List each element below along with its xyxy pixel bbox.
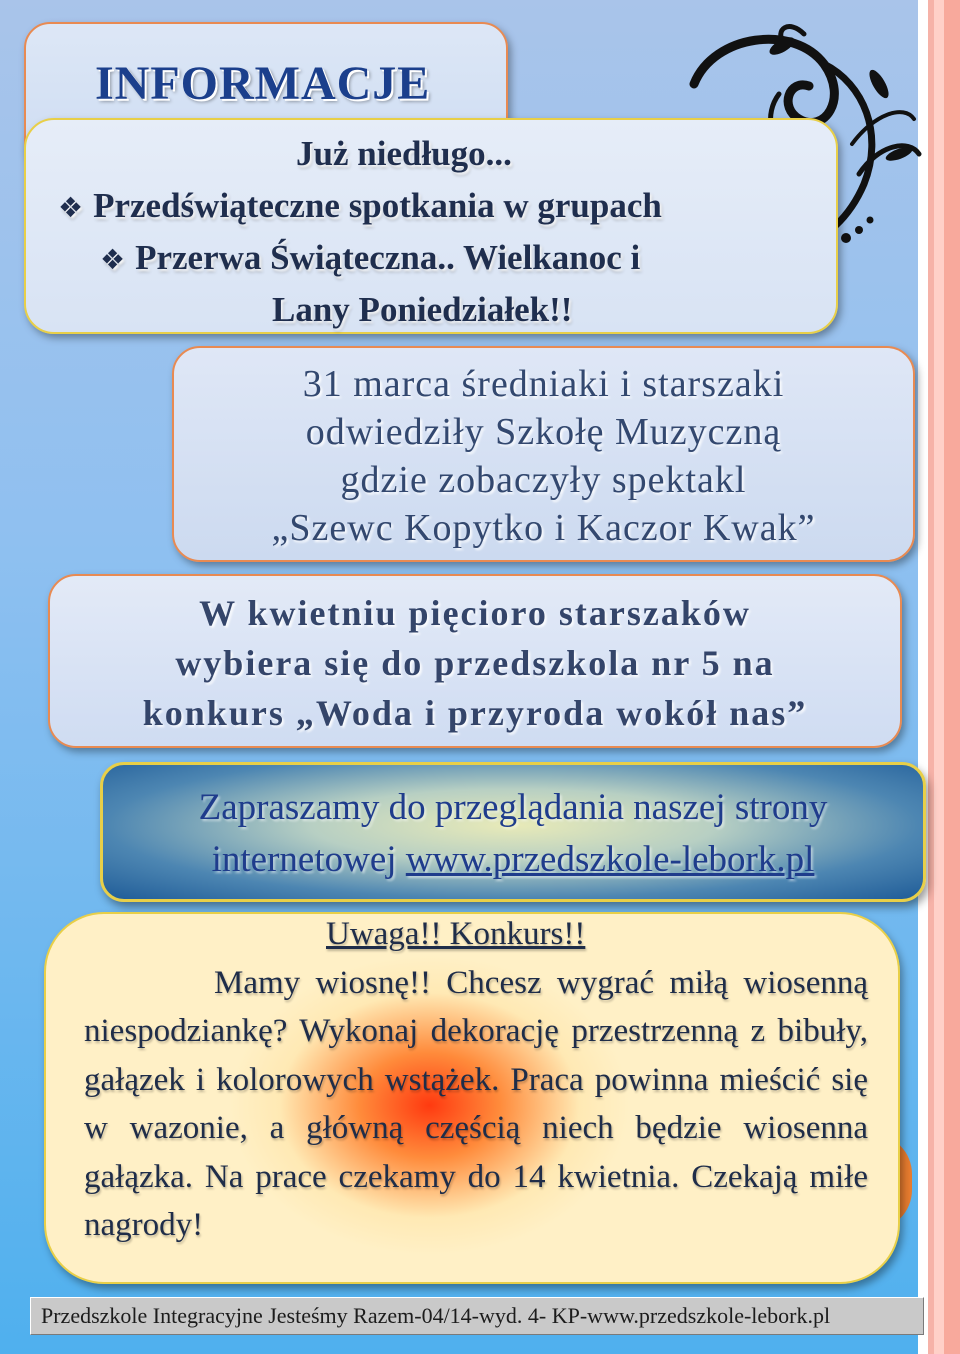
border-stripe-light-pink xyxy=(934,0,944,1354)
footer-bar: Przedszkole Integracyjne Jesteśmy Razem-04/14-wyd. 4- KP-www.przedszkole-lebork.pl xyxy=(30,1297,924,1335)
april-line: wybiera się do przedszkola nr 5 na xyxy=(175,643,775,683)
diamond-bullet-icon: ❖ xyxy=(58,191,84,224)
website-invite-text xyxy=(100,782,926,886)
announcement-item-text: Przerwa Świąteczna.. Wielkanoc i xyxy=(135,238,641,277)
announcement-item xyxy=(100,238,640,278)
april-line: W kwietniu pięcioro starszaków xyxy=(199,593,751,633)
announcement-item xyxy=(58,186,662,226)
diamond-bullet-icon: ❖ xyxy=(100,243,126,276)
contest-text xyxy=(84,910,868,1250)
april-competition-text xyxy=(48,588,902,738)
announcement-item-text: Przedświąteczne spotkania w grupach xyxy=(93,186,662,225)
announcement-heading: Już niedługo... xyxy=(296,134,512,173)
border-stripe-salmon xyxy=(944,0,960,1354)
page-title: INFORMACJE xyxy=(95,57,431,110)
announcement-continuation: Lany Poniedziałek!! xyxy=(272,290,573,329)
music-school-text xyxy=(172,360,915,552)
music-line: 31 marca średniaki i starszaki xyxy=(302,363,785,405)
music-line: gdzie zobaczyły spektakl xyxy=(340,459,747,501)
website-line: Zapraszamy do przeglądania naszej strony xyxy=(198,787,828,828)
contest-heading: Uwaga!! Konkurs!! xyxy=(326,916,586,952)
music-line: odwiedziły Szkołę Muzyczną xyxy=(305,411,782,453)
website-link[interactable]: www.przedszkole-lebork.pl xyxy=(405,839,815,880)
website-line-prefix: internetowej xyxy=(211,839,406,880)
contest-body: Mamy wiosnę!! Chcesz wygrać miłą wiosenną niespodziankę? Wykonaj dekorację przestrzenną z bibuły, gałązek i kolorowych wstążek. Praca powinna mieścić się w wazonie, a główną częścią niech będzie wiosenna gałązka. Na prace czekamy do 14 kwietnia. Czekają miłe nagrody! xyxy=(84,964,868,1243)
april-line: konkurs „Woda i przyroda wokół nas” xyxy=(142,693,808,733)
website-line xyxy=(100,834,926,886)
music-line: „Szewc Kopytko i Kaczor Kwak” xyxy=(271,507,816,549)
